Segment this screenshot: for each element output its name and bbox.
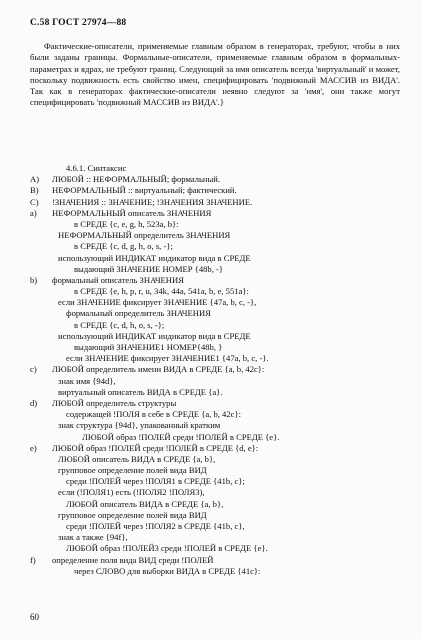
page-header: С.58 ГОСТ 27974—88	[30, 18, 127, 28]
syntax-line	[30, 521, 405, 532]
syntax-line	[30, 353, 405, 364]
syntax-line	[30, 454, 405, 465]
syntax-line-label	[30, 465, 52, 476]
syntax-line-text: ЛЮБОЙ образ !ПОЛЕЙ среди !ПОЛЕЙ в СРЕДЕ {d, e}:	[52, 442, 259, 453]
syntax-line	[30, 465, 405, 476]
syntax-line	[30, 499, 405, 510]
syntax-line-label	[30, 487, 52, 498]
syntax-line	[30, 320, 405, 331]
syntax-line-text: НЕФОРМАЛЬНЫЙ :: виртуальный; фактический.	[52, 185, 237, 196]
syntax-line-label	[30, 308, 52, 319]
syntax-line-text: ЛЮБОЙ описатель ВИДА в СРЕДЕ {a, b},	[58, 453, 216, 464]
syntax-line-label	[30, 454, 52, 465]
syntax-line-label: c)	[30, 364, 37, 375]
syntax-line	[30, 275, 405, 286]
syntax-line-text: использующий ИНДИКАТ индикатор вида в СРЕДЕ	[58, 252, 251, 263]
syntax-line	[30, 163, 405, 174]
syntax-line	[30, 476, 405, 487]
syntax-line	[30, 331, 405, 342]
syntax-line-label	[30, 264, 52, 275]
syntax-section	[30, 163, 405, 577]
syntax-line-label	[30, 353, 52, 364]
syntax-line	[30, 532, 405, 543]
syntax-line-text: в СРЕДЕ {e, h, p, r, u, 34k, 44a, 541a, b, e, 551a}:	[74, 286, 249, 297]
syntax-line-label: C)	[30, 196, 39, 207]
syntax-line-label: a)	[30, 207, 37, 218]
syntax-line	[30, 510, 405, 521]
syntax-line-label: b)	[30, 274, 38, 285]
syntax-line-label	[30, 241, 52, 252]
syntax-line	[30, 185, 405, 196]
syntax-line-text: знак структура {94d}, упакованный кратким	[58, 420, 221, 431]
syntax-line	[30, 208, 405, 219]
syntax-line-label	[30, 566, 52, 577]
syntax-line-label	[30, 376, 52, 387]
page-number: 60	[30, 612, 39, 622]
syntax-line-text: определение поля вида ВИД среди !ПОЛЕЙ	[52, 554, 214, 565]
syntax-line-label	[30, 219, 52, 230]
syntax-line	[30, 555, 405, 566]
syntax-line-text: ЛЮБОЙ определитель имени ВИДА в СРЕДЕ {a, b, 42c}:	[52, 364, 265, 375]
syntax-line-label	[30, 409, 52, 420]
syntax-line-text: формальный описатель ЗНАЧЕНИЯ	[52, 274, 184, 285]
syntax-line-text: 4.6.1. Синтаксис	[66, 163, 127, 173]
syntax-line-label	[30, 163, 52, 174]
syntax-line-label	[30, 387, 52, 398]
syntax-line-text: если ЗНАЧЕНИЕ фиксирует ЗНАЧЕНИЕ1 {47a, b, c, -}.	[66, 353, 269, 364]
syntax-line-text: содержащей !ПОЛЯ в себе в СРЕДЕ {a, b, 42c}:	[66, 409, 241, 420]
syntax-line	[30, 241, 405, 252]
syntax-line-label	[30, 510, 52, 521]
syntax-line	[30, 566, 405, 577]
syntax-line-text: групповое определение полей вида ВИД	[58, 509, 207, 520]
syntax-line-text: ЛЮБОЙ образ !ПОЛЕЙ среди !ПОЛЕЙ в СРЕДЕ {e}.	[82, 431, 280, 442]
syntax-line-text: через СЛОВО для выборки ВИДА в СРЕДЕ {41c}:	[74, 565, 261, 576]
syntax-line-label	[30, 476, 52, 487]
syntax-line	[30, 487, 405, 498]
syntax-line-text: знак имя {94d},	[58, 375, 116, 386]
syntax-line	[30, 197, 405, 208]
syntax-line-text: выдающий ЗНАЧЕНИЕ1 НОМЕР{48b, }	[74, 342, 223, 352]
syntax-line-text: среди !ПОЛЕЙ через !ПОЛЯ2 в СРЕДЕ {41b, c},	[66, 521, 245, 531]
syntax-line-label	[30, 253, 52, 264]
syntax-line	[30, 398, 405, 409]
syntax-line-text: использующий ИНДИКАТ индикатор вида в СРЕДЕ	[58, 330, 251, 341]
syntax-line-text: !ЗНАЧЕНИЯ :: ЗНАЧЕНИЕ; !ЗНАЧЕНИЯ ЗНАЧЕНИЕ.	[52, 196, 253, 207]
syntax-line-text: НЕФОРМАЛЬНЫЙ описатель ЗНАЧЕНИЯ	[52, 207, 212, 218]
syntax-line-text: в СРЕДЕ {c, e, g, h, 523a, b}:	[74, 218, 179, 229]
syntax-line-label	[30, 297, 52, 308]
syntax-line	[30, 219, 405, 230]
syntax-line-text: знак а также {94f},	[58, 532, 128, 543]
syntax-line-label: f)	[30, 554, 36, 565]
syntax-line	[30, 420, 405, 431]
syntax-line-label	[30, 342, 52, 353]
syntax-line-label	[30, 420, 52, 431]
syntax-line	[30, 230, 405, 241]
syntax-line-label	[30, 521, 52, 532]
syntax-line-text: если ЗНАЧЕНИЕ фиксирует ЗНАЧЕНИЕ {47a, b, c, -},	[58, 297, 257, 308]
syntax-line-label	[30, 532, 52, 543]
syntax-line-label	[30, 499, 52, 510]
syntax-line	[30, 308, 405, 319]
syntax-line-text: виртуальный описатель ВИДА в СРЕДЕ {a}.	[58, 386, 223, 397]
syntax-line	[30, 253, 405, 264]
syntax-line-text: в СРЕДЕ {c, d, g, h, o, s, -};	[74, 241, 173, 252]
syntax-line-label	[30, 286, 52, 297]
syntax-line-text: НЕФОРМАЛЬНЫЙ определитель ЗНАЧЕНИЯ	[58, 230, 231, 241]
syntax-line-label: B)	[30, 185, 39, 196]
syntax-line-label	[30, 320, 52, 331]
syntax-line-text: в СРЕДЕ {c, d, h, o, s, -};	[74, 319, 165, 330]
syntax-line-text: ЛЮБОЙ определитель структуры	[52, 397, 177, 408]
syntax-line	[30, 364, 405, 375]
syntax-line-text: ЛЮБОЙ образ !ПОЛЕЙ3 среди !ПОЛЕЙ в СРЕДЕ {e}.	[66, 543, 268, 554]
syntax-line-text: групповое определение полей вида ВИД	[58, 465, 207, 476]
syntax-line-label	[30, 543, 52, 554]
syntax-line	[30, 432, 405, 443]
syntax-line-text: выдающий ЗНАЧЕНИЕ НОМЕР {48b, -}	[74, 263, 223, 274]
intro-paragraph	[30, 41, 400, 109]
syntax-line	[30, 387, 405, 398]
syntax-line-text: ЛЮБОЙ описатель ВИДА в СРЕДЕ {a, b},	[66, 498, 224, 509]
syntax-line-label: A)	[30, 174, 40, 185]
syntax-line	[30, 543, 405, 554]
syntax-line-text: если (!ПОЛЯ1) есть (!ПОЛЯ2 !ПОЛЯ3),	[58, 487, 205, 498]
syntax-line-label: d)	[30, 397, 38, 408]
syntax-line-label	[30, 432, 52, 443]
syntax-line-text: формальный определитель ЗНАЧЕНИЯ	[66, 308, 211, 319]
syntax-line	[30, 297, 405, 308]
syntax-line	[30, 409, 405, 420]
syntax-line	[30, 376, 405, 387]
intro-paragraph-text: Фактические-описатели, применяемые главным образом в генераторах, требуют, чтобы в них были заданы границы. Формальные-описатели, применяемые главным образом в формальных-параметрах и ядрах, не требуют границ. Следующий за имя описатель всегда 'виртуальный' и может, поскольку подвижность есть свойство имен, специфицировать 'подвижный МАССИВ из ВИДА'. Так как в генераторах фактические-описатели неявно следуют за 'имя', они также могут специфицировать 'подвижный МАССИВ из ВИДА'.}	[30, 41, 400, 108]
syntax-line-label: e)	[30, 442, 37, 453]
syntax-line	[30, 342, 405, 353]
syntax-line-label	[30, 230, 52, 241]
syntax-line	[30, 286, 405, 297]
syntax-line	[30, 174, 405, 185]
syntax-line-text: ЛЮБОЙ :: НЕФОРМАЛЬНЫЙ; формальный.	[52, 174, 221, 185]
syntax-line	[30, 443, 405, 454]
syntax-line-label	[30, 331, 52, 342]
syntax-line-text: среди !ПОЛЕЙ через !ПОЛЯ1 в СРЕДЕ {41b, c};	[66, 476, 245, 487]
syntax-line	[30, 264, 405, 275]
